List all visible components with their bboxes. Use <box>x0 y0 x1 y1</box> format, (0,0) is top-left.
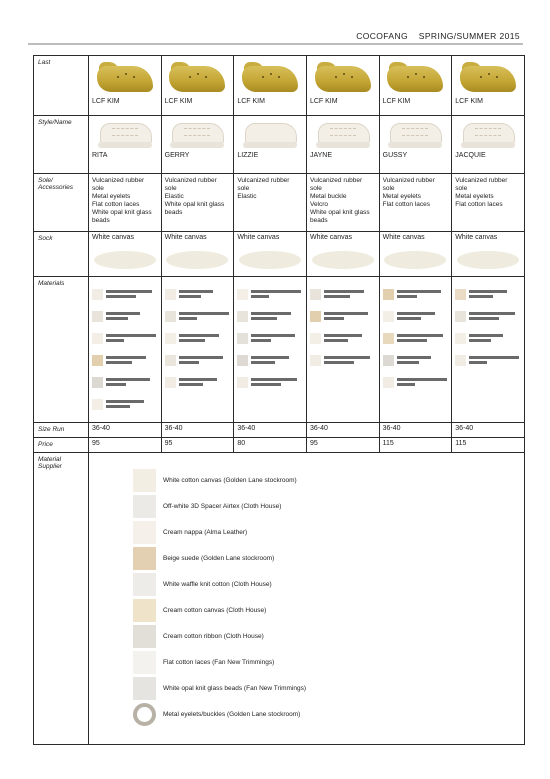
redacted-text <box>106 334 156 342</box>
material-item <box>92 327 158 349</box>
supplier-label: Cream cotton ribbon (Cloth House) <box>163 632 264 640</box>
last-name: LCF KIM <box>455 98 483 105</box>
price-cell <box>452 438 525 453</box>
material-swatch <box>92 311 103 322</box>
material-swatch <box>237 377 248 388</box>
material-item <box>310 283 376 305</box>
redacted-text <box>251 356 289 364</box>
redacted-text <box>179 356 223 364</box>
eyelet-icon <box>133 703 156 726</box>
material-swatch <box>165 355 176 366</box>
size-cell <box>89 423 162 438</box>
redacted-text <box>251 312 291 320</box>
row-label-size: Size Run <box>34 423 89 438</box>
shoe-image <box>241 120 299 150</box>
sock-name: White canvas <box>237 234 280 241</box>
material-swatch <box>455 355 466 366</box>
size-value: 36-40 <box>92 425 110 432</box>
style-cell <box>452 116 525 174</box>
last-cell <box>161 56 234 116</box>
supplier-swatch <box>133 677 156 700</box>
supplier-label: Flat cotton laces (Fan New Trimmings) <box>163 658 275 666</box>
material-item <box>383 305 449 327</box>
redacted-text <box>397 378 447 386</box>
row-label-price: Price <box>34 438 89 453</box>
supplier-swatch <box>133 573 156 596</box>
materials-list <box>234 277 306 395</box>
sole-text: Vulcanized rubber sole Elastic <box>237 177 290 200</box>
sock-image <box>166 251 228 269</box>
size-value: 36-40 <box>164 425 183 432</box>
shoe-last-image <box>313 62 373 96</box>
sock-cell <box>234 232 307 277</box>
style-cell <box>379 116 452 174</box>
material-item <box>165 305 231 327</box>
price-cell <box>306 438 379 453</box>
supplier-list <box>89 453 524 727</box>
materials-list <box>307 277 379 373</box>
brand-name: COCOFANG <box>356 31 409 41</box>
shoe-last-image <box>458 62 518 96</box>
redacted-text <box>324 334 362 342</box>
price-value: 115 <box>382 440 394 447</box>
sock-cell <box>379 232 452 277</box>
style-row <box>34 116 525 174</box>
row-label-last: Last <box>34 56 89 116</box>
sock-name: White canvas <box>164 234 207 241</box>
materials-cell <box>234 277 307 423</box>
material-item <box>383 327 449 349</box>
last-cell <box>379 56 452 116</box>
material-swatch <box>92 289 103 300</box>
style-name: RITA <box>92 152 108 159</box>
redacted-text <box>106 290 152 298</box>
sock-image <box>457 251 519 269</box>
last-name: LCF KIM <box>237 98 265 105</box>
sole-text: Vulcanized rubber sole Metal buckle Velcro White opal knit glass beads <box>309 177 370 224</box>
materials-cell <box>306 277 379 423</box>
redacted-text <box>251 378 297 386</box>
material-swatch <box>383 333 394 344</box>
sock-row <box>34 232 525 277</box>
sock-cell <box>452 232 525 277</box>
size-value: 36-40 <box>309 425 328 432</box>
sole-row <box>34 174 525 232</box>
material-item <box>237 327 303 349</box>
material-swatch <box>165 333 176 344</box>
redacted-text <box>106 312 140 320</box>
page-header <box>348 31 520 41</box>
last-cell <box>452 56 525 116</box>
material-item <box>383 349 449 371</box>
redacted-text <box>179 334 219 342</box>
material-swatch <box>383 377 394 388</box>
last-name: LCF KIM <box>164 98 193 105</box>
material-item <box>310 349 376 371</box>
redacted-text <box>179 378 217 386</box>
material-item <box>383 283 449 305</box>
sock-image <box>94 251 156 269</box>
supplier-label: Metal eyelets/buckles (Golden Lane stockroom) <box>163 710 301 718</box>
supplier-swatch <box>133 599 156 622</box>
material-swatch <box>92 355 103 366</box>
shoe-last-image <box>240 62 300 96</box>
size-value: 36-40 <box>237 425 256 432</box>
material-item <box>237 371 303 393</box>
supplier-item <box>133 467 524 493</box>
material-swatch <box>165 311 176 322</box>
material-swatch <box>383 311 394 322</box>
redacted-text <box>106 378 150 386</box>
last-name: LCF KIM <box>92 98 120 105</box>
supplier-swatch <box>133 651 156 674</box>
size-value: 36-40 <box>382 425 401 432</box>
last-cell <box>89 56 162 116</box>
sole-cell <box>161 174 234 232</box>
supplier-item <box>133 623 524 649</box>
material-swatch <box>455 289 466 300</box>
row-label-sock: Sock <box>34 232 89 277</box>
row-label-supplier: Material Supplier <box>34 453 89 745</box>
supplier-label: Cream cotton canvas (Cloth House) <box>163 606 267 614</box>
material-item <box>237 349 303 371</box>
last-row <box>34 56 525 116</box>
material-item <box>92 393 158 415</box>
price-value: 95 <box>309 440 318 447</box>
size-cell <box>234 423 307 438</box>
supplier-swatch <box>133 547 156 570</box>
style-name: JACQUIE <box>455 152 486 159</box>
material-swatch <box>383 289 394 300</box>
style-cell <box>161 116 234 174</box>
material-swatch <box>455 333 466 344</box>
sole-text: Vulcanized rubber sole Elastic White opal knit glass beads <box>164 177 225 216</box>
last-name: LCF KIM <box>309 98 338 105</box>
materials-list <box>89 277 161 417</box>
sole-text: Vulcanized rubber sole Metal eyelets Flat cotton laces <box>382 177 435 208</box>
supplier-label: Cream nappa (Alma Leather) <box>163 528 248 536</box>
material-swatch <box>92 377 103 388</box>
price-row <box>34 438 525 453</box>
size-cell <box>452 423 525 438</box>
sock-name: White canvas <box>309 234 352 241</box>
price-cell <box>89 438 162 453</box>
shoe-image <box>386 120 444 150</box>
sole-cell <box>452 174 525 232</box>
material-swatch <box>237 289 248 300</box>
season-label: SPRING/SUMMER 2015 <box>418 31 520 41</box>
last-cell <box>234 56 307 116</box>
row-label-sole: Sole/ Accessories <box>34 174 89 232</box>
row-label-materials: Materials <box>34 277 89 423</box>
redacted-text <box>179 312 229 320</box>
material-swatch <box>165 289 176 300</box>
price-cell <box>379 438 452 453</box>
material-item <box>455 283 521 305</box>
supplier-swatch <box>133 521 156 544</box>
redacted-text <box>324 290 364 298</box>
supplier-swatch <box>133 495 156 518</box>
material-item <box>455 327 521 349</box>
sock-name: White canvas <box>455 234 498 241</box>
material-swatch <box>92 399 103 410</box>
sock-name: White canvas <box>92 234 135 241</box>
sole-cell <box>89 174 162 232</box>
material-swatch <box>237 355 248 366</box>
style-name: LIZZIE <box>237 152 259 159</box>
style-cell <box>234 116 307 174</box>
price-value: 95 <box>92 440 100 447</box>
style-cell <box>89 116 162 174</box>
size-value: 36-40 <box>455 425 474 432</box>
style-name: GERRY <box>164 152 190 159</box>
size-cell <box>161 423 234 438</box>
sole-text: Vulcanized rubber sole Metal eyelets Flat cotton laces White opal knit glass beads <box>92 177 152 224</box>
sock-image <box>384 251 446 269</box>
materials-row <box>34 277 525 423</box>
row-label-style: Style/Name <box>34 116 89 174</box>
shoe-image <box>314 120 372 150</box>
material-item <box>310 305 376 327</box>
supplier-item <box>133 597 524 623</box>
supplier-cell <box>89 453 525 745</box>
style-name: JAYNE <box>309 152 333 159</box>
redacted-text <box>251 334 295 342</box>
sole-cell <box>234 174 307 232</box>
material-swatch <box>310 311 321 322</box>
supplier-item <box>133 649 524 675</box>
redacted-text <box>397 290 441 298</box>
materials-cell <box>452 277 525 423</box>
shoe-image <box>168 120 226 150</box>
price-cell <box>234 438 307 453</box>
material-item <box>92 349 158 371</box>
sole-text: Vulcanized rubber sole Metal eyelets Flat cotton laces <box>455 177 508 208</box>
shoe-last-image <box>95 62 155 96</box>
material-item <box>455 305 521 327</box>
material-swatch <box>310 289 321 300</box>
shoe-image <box>96 120 154 150</box>
material-item <box>383 371 449 393</box>
material-swatch <box>92 333 103 344</box>
materials-cell <box>161 277 234 423</box>
material-item <box>92 371 158 393</box>
sock-image <box>239 251 301 269</box>
redacted-text <box>106 400 144 408</box>
materials-list <box>162 277 234 395</box>
material-swatch <box>165 377 176 388</box>
material-item <box>165 349 231 371</box>
material-swatch <box>455 311 466 322</box>
supplier-row <box>34 453 525 745</box>
material-swatch <box>310 333 321 344</box>
redacted-text <box>469 334 503 342</box>
style-name: GUSSY <box>382 152 408 159</box>
shoe-image <box>459 120 517 150</box>
supplier-label: Beige suede (Golden Lane stockroom) <box>163 554 275 562</box>
redacted-text <box>106 356 146 364</box>
size-cell <box>379 423 452 438</box>
materials-list <box>452 277 524 373</box>
price-cell <box>161 438 234 453</box>
supplier-item <box>133 545 524 571</box>
sock-cell <box>161 232 234 277</box>
redacted-text <box>469 356 519 364</box>
size-row <box>34 423 525 438</box>
material-item <box>92 305 158 327</box>
materials-list <box>380 277 452 395</box>
material-swatch <box>310 355 321 366</box>
materials-cell <box>379 277 452 423</box>
supplier-label: Off-white 3D Spacer Airtex (Cloth House) <box>163 502 282 510</box>
redacted-text <box>397 312 435 320</box>
style-cell <box>306 116 379 174</box>
redacted-text <box>469 312 515 320</box>
materials-cell <box>89 277 162 423</box>
redacted-text <box>324 356 370 364</box>
supplier-item <box>133 571 524 597</box>
price-value: 80 <box>237 440 246 447</box>
material-item <box>237 283 303 305</box>
material-item <box>165 327 231 349</box>
material-swatch <box>237 333 248 344</box>
sock-cell <box>306 232 379 277</box>
header-rule <box>28 43 523 45</box>
material-swatch <box>383 355 394 366</box>
last-name: LCF KIM <box>382 98 411 105</box>
spec-table <box>33 55 525 745</box>
sock-name: White canvas <box>382 234 425 241</box>
material-item <box>165 371 231 393</box>
sock-image <box>312 251 374 269</box>
material-item <box>455 349 521 371</box>
supplier-swatch <box>133 469 156 492</box>
sock-cell <box>89 232 162 277</box>
supplier-label: White cotton canvas (Golden Lane stockroom) <box>163 476 297 484</box>
redacted-text <box>397 356 431 364</box>
supplier-item <box>133 493 524 519</box>
redacted-text <box>397 334 443 342</box>
supplier-swatch <box>133 625 156 648</box>
sole-cell <box>306 174 379 232</box>
shoe-last-image <box>385 62 445 96</box>
supplier-label: White waffle knit cotton (Cloth House) <box>163 580 272 588</box>
material-item <box>165 283 231 305</box>
shoe-last-image <box>167 62 227 96</box>
price-value: 95 <box>164 440 173 447</box>
redacted-text <box>251 290 301 298</box>
material-item <box>310 327 376 349</box>
supplier-item <box>133 519 524 545</box>
supplier-label: White opal knit glass beads (Fan New Trimmings) <box>163 684 307 692</box>
material-item <box>237 305 303 327</box>
material-item <box>92 283 158 305</box>
material-swatch <box>237 311 248 322</box>
redacted-text <box>469 290 507 298</box>
redacted-text <box>324 312 368 320</box>
supplier-item <box>133 675 524 701</box>
redacted-text <box>179 290 213 298</box>
price-value: 115 <box>455 440 467 447</box>
last-cell <box>306 56 379 116</box>
size-cell <box>306 423 379 438</box>
sole-cell <box>379 174 452 232</box>
supplier-item <box>133 701 524 727</box>
